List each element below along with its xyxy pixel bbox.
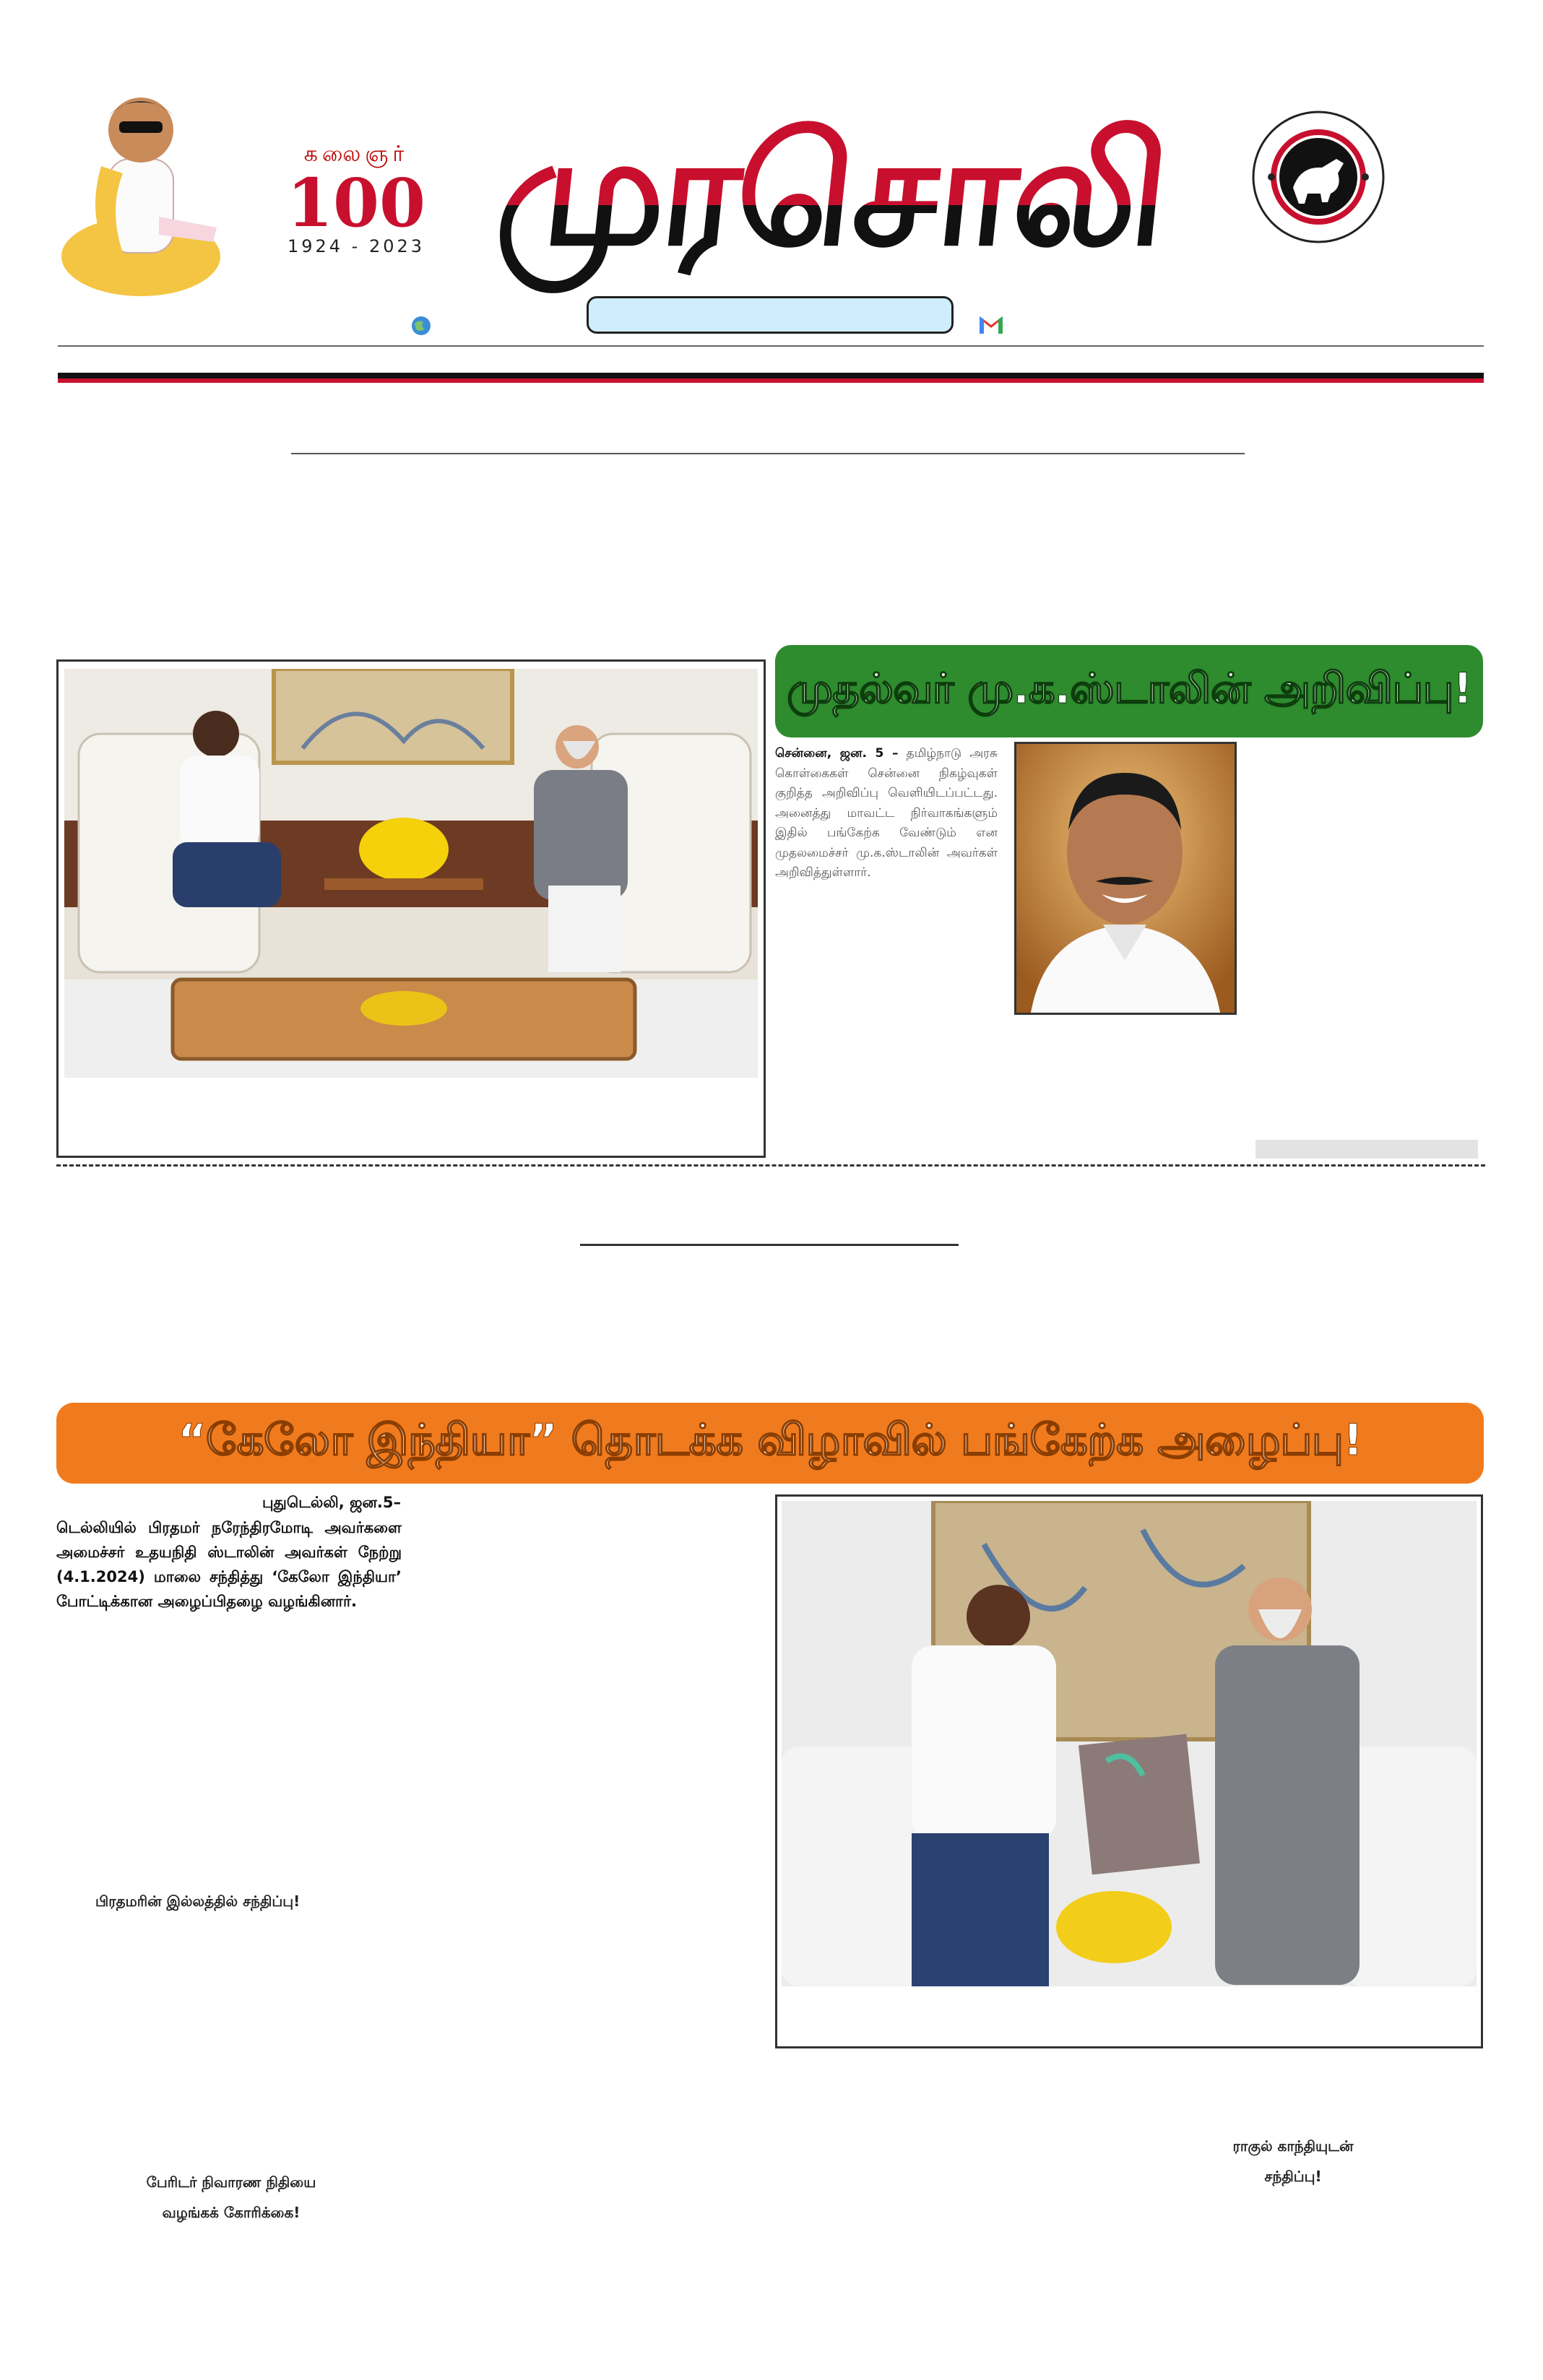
caption-disaster-relief [87,2167,376,2228]
story1-dateline: சென்னை, ஜன. 5 – [775,746,899,761]
khelo-india-invitation-photo [775,1494,1483,2048]
header-divider [58,345,1484,347]
search-input[interactable] [587,296,954,334]
story2-headline-text: “கேலோ இந்தியா” தொடக்க விழாவில் பங்கேற்க அழைப்பு! [178,1415,1362,1466]
stalin-portrait-photo [1014,742,1237,1015]
centenary-years: 1924 - 2023 [287,236,425,256]
section-divider-middle [580,1244,959,1246]
centenary-number: 100 [286,164,426,242]
story2-dateline: புதுடெல்லி, ஜன.5– [262,1494,401,1511]
centenary-label: கலைஞர் [303,142,409,167]
kalaignar-portrait-illustration [58,72,224,303]
newspaper-title: முரசொலி [444,94,1216,296]
bull-emblem-icon [1250,108,1387,246]
centenary-logo [280,142,432,256]
caption-relief-line2: வழங்கக் கோரிக்கை! [162,2204,301,2221]
header-rule-black [58,373,1484,378]
story1-headline-text: முதல்வர் மு.க.ஸ்டாலின் அறிவிப்பு! [786,664,1472,713]
caption-relief-line1: பேரிடர் நிவாரண நிதியை [146,2173,316,2191]
globe-icon[interactable] [410,315,432,337]
story1-continuation-strip [1255,1140,1478,1159]
story1-headline [775,645,1483,737]
caption-rahul-line1: ராகுல் காந்தியுடன் [1232,2137,1354,2155]
story1-body-column [775,744,998,953]
gmail-icon[interactable] [977,312,1006,335]
caption-rahul-line2: சந்திப்பு! [1264,2168,1322,2185]
caption-rahul-meeting [1185,2131,1401,2191]
section-divider-top [291,453,1245,454]
story-separator-dashed [56,1164,1485,1167]
header-rule-red [58,378,1484,383]
story1-body: தமிழ்நாடு அரசு கொள்கைகள் சென்னை நிகழ்வுகள் குறித்த அறிவிப்பு வெளியிடப்பட்டது. அனைத்து மாவட்ட நிர்வாகங்களும் இதில் பங்கேற்க வேண்டும் என முதலமைச்சர் மு.க.ஸ்டாலின் அவர்கள் அறிவித்துள்ளார். [775,746,998,880]
story2-body: டெல்லியில் பிரதமர் நரேந்திரமோடி அவர்களை அமைச்சர் உதயநிதி ஸ்டாலின் அவர்கள் நேற்று (4.1.2024) மாலை சந்தித்து ‘கேலோ இந்தியா’ போட்டிக்கான அழைப்பிதழை வழங்கினார். [56,1519,402,1610]
caption-pm-residence: பிரதமரின் இல்லத்தில் சந்திப்பு! [95,1892,301,1910]
story2-headline [56,1403,1484,1484]
modi-udhayanidhi-meeting-photo [56,659,766,1158]
